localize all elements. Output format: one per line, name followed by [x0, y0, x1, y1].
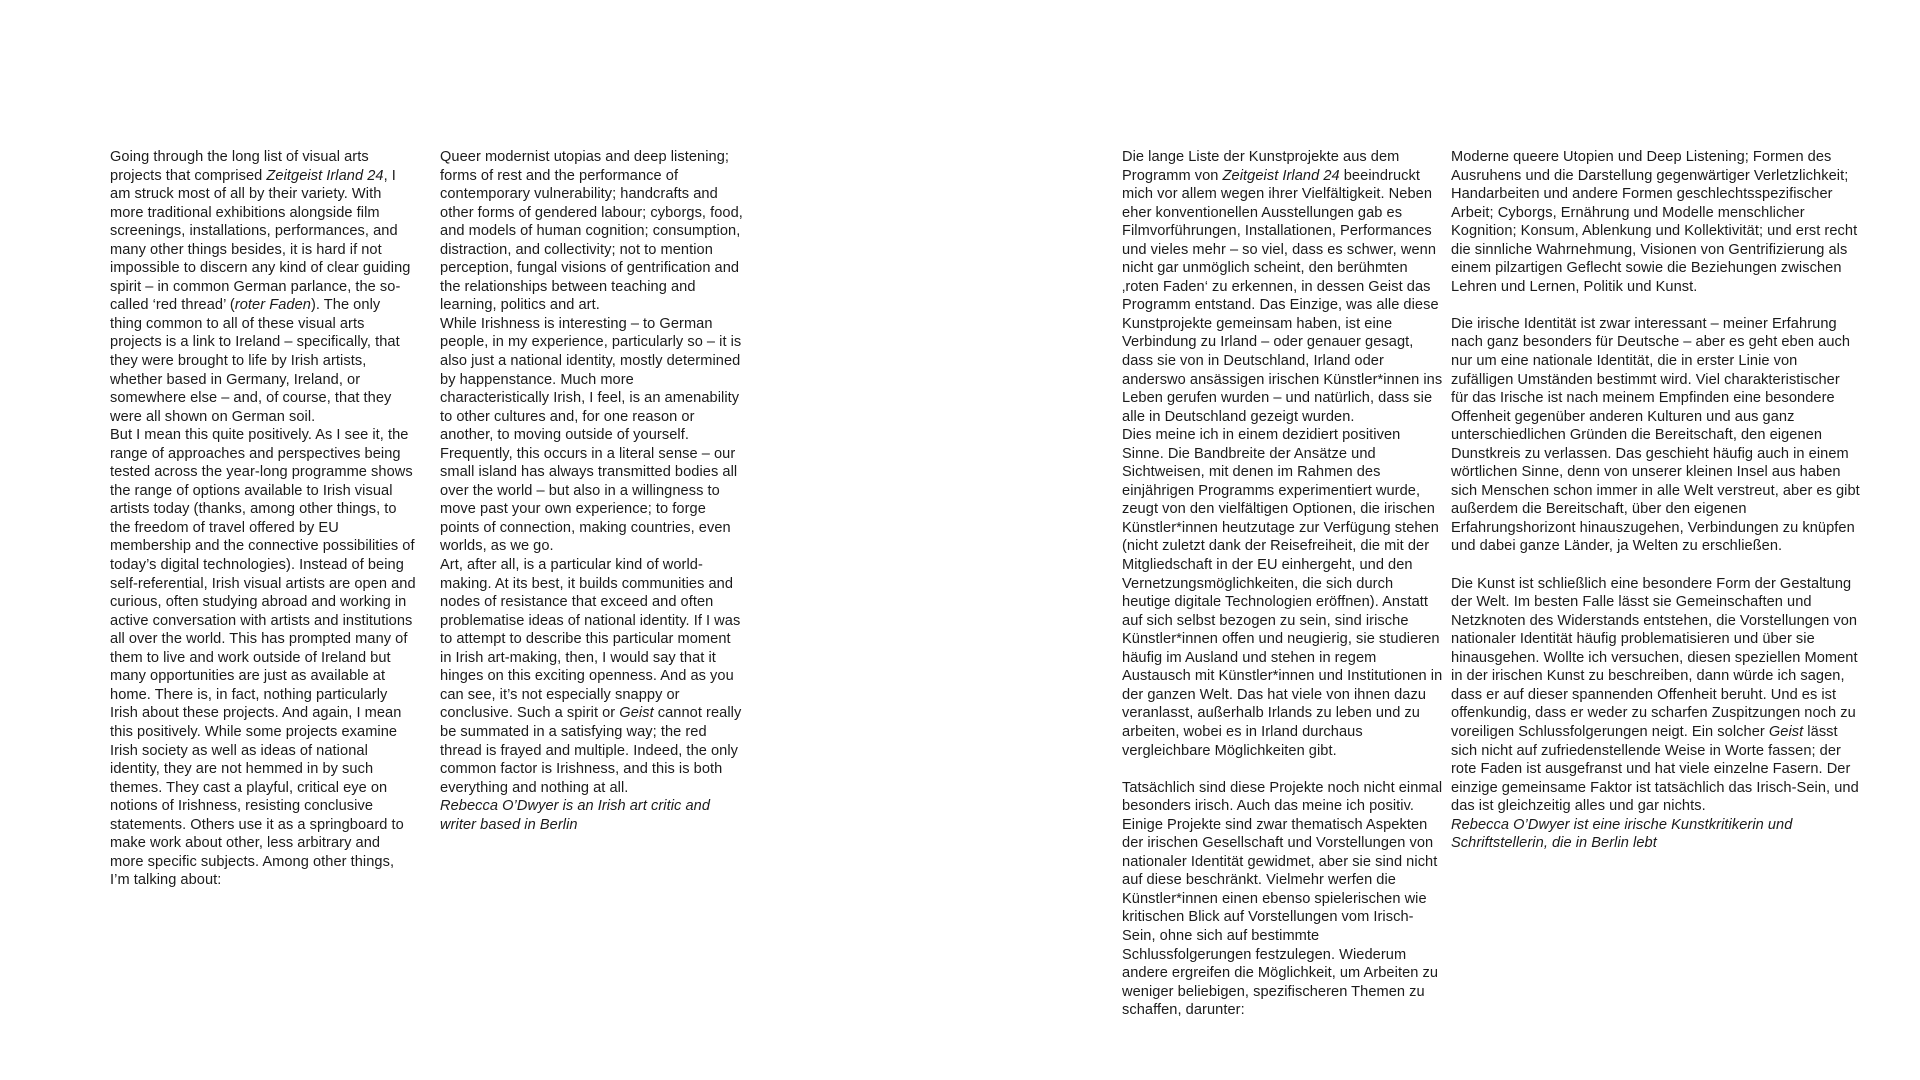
column-english-2 — [440, 148, 746, 834]
column-english-1 — [110, 148, 416, 890]
paragraph: Dies meine ich in einem dezidiert positiven Sinne. Die Bandbreite der Ansätze und Sichtweisen, mit denen im Rahmen des einjährigen Programms experimentiert wurde, zeugt von den vielfältigen Optionen, die irischen Künstler*innen heutzutage zur Verfügung stehen (nicht zuletzt dank der Reisefreiheit, die mit der Mitgliedschaft in der EU einhergeht, und den Vernetzungsmöglichkeiten, die sich durch heutige digitale Technologien eröffnen). Anstatt auf sich selbst bezogen zu sein, sind irische Künstler*innen offen und neugierig, sie studieren häufig im Ausland und stehen in regem Austausch mit Künstler*innen und Institutionen in der ganzen Welt. Das hat viele von ihnen dazu veranlasst, außerhalb Irlands zu leben und zu arbeiten, wobei es in Irland durchaus vergleichbare Möglichkeiten gibt. — [1122, 427, 1443, 759]
author-byline: Rebecca O’Dwyer is an Irish art critic and writer based in Berlin — [440, 798, 711, 833]
column-german-2 — [1451, 148, 1861, 853]
paragraph: Die irische Identität ist zwar interessant – meiner Erfahrung nach ganz besonders für Deutsche – aber es geht eben auch nur um eine nationale Identität, die in erster Linie von zufälligen Umständen bestimmt wird. Viel charakteristischer für das Irische ist nach meinem Empfinden eine besondere Offenheit gegenüber anderen Kulturen und aus ganz unterschiedlichen Gründen die Bereitschaft, den eigenen Dunstkreis zu verlassen. Das geschieht häufig auch in einem wörtlichen Sinne, denn von unserer kleinen Insel aus haben sich Menschen schon immer in alle Welt verstreut, aber es gibt außerdem die Bereitschaft, über den eigenen Erfahrungshorizont hinauszugehen, Verbindungen zu knüpfen und dabei ganze Länder, ja Welten zu erschließen. — [1451, 315, 1860, 555]
author-byline: Rebecca O’Dwyer ist eine irische Kunstkritikerin und Schriftstellerin, die in Berlin lebt — [1451, 816, 1793, 852]
paragraph: Tatsächlich sind diese Projekte noch nicht einmal besonders irisch. Auch das meine ich positiv. Einige Projekte sind zwar thematisch Aspekten der irischen Gesellschaft und Vorstellungen von nationaler Identität gewidmet, aber sie sind nicht auf diese beschränkt. Vielmehr werfen die Künstler*innen einen ebenso spielerischen wie kritischen Blick auf Vorstellungen vom Irisch-Sein, ohne sich auf bestimmte Schlussfolgerungen festzulegen. Wiederum andere ergreifen die Möglichkeit, um Arbeiten zu weniger beliebigen, spezifischeren Themen zu schaffen, darunter: — [1122, 779, 1443, 1019]
paragraph: Queer modernist utopias and deep listening; forms of rest and the performance of contemporary vulnerability; handcrafts and other forms of gendered labour; cyborgs, food, and models of human cognition; consumption, distraction, and collectivity; not to mention perception, fungal visions of gentrification and the relationships between teaching and learning, politics and art. — [440, 149, 743, 314]
paragraph: But I mean this quite positively. As I see it, the range of approaches and perspectives being tested across the year-long programme shows the range of options available to Irish visual artists today (thanks, among other things, to the freedom of travel offered by EU membership and the connective possibilities of today’s digital technologies). Instead of being self-referential, Irish visual artists are open and curious, often studying abroad and working in active conversation with artists and institutions all over the world. This has prompted many of them to live and work outside of Ireland but many opportunities are just as available at home. There is, in fact, nothing particularly Irish about these projects. And again, I mean this positively. While some projects examine Irish society as well as ideas of national identity, they are not hemmed in by such themes. They cast a playful, critical eye on notions of Irishness, resisting conclusive statements. Others use it as a springboard to make work about other, less arbitrary and more specific subjects. Among other things, I’m talking about: — [110, 427, 416, 889]
paragraph: Die lange Liste der Kunstprojekte aus dem Programm von Zeitgeist Irland 24 beeindruckt mich vor allem wegen ihrer Vielfältigkeit. Neben eher konventionellen Ausstellungen gab es Filmvorführungen, Installationen, Performances und vieles mehr – so viel, dass es schwer, wenn nicht gar unmöglich scheint, den berühmten ‚roten Faden‘ zu erkennen, in dessen Geist das Programm entstand. Das Einzige, was alle diese Kunstprojekte gemeinsam haben, ist eine Verbindung zu Irland – oder genauer gesagt, dass sie von in Deutschland, Irland oder anderswo ansässigen irischen Künstler*innen ins Leben gerufen wurden – und natürlich, dass sie alle in Deutschland gezeigt wurden. — [1122, 149, 1443, 425]
paragraph: While Irishness is interesting – to German people, in my experience, particularly so – it is also just a national identity, mostly determined by happenstance. Much more characteristically Irish, I feel, is an amenability to other cultures and, for one reason or another, to moving outside of yourself. Frequently, this occurs in a literal sense – our small island has always transmitted bodies all over the world – but also in a willingness to move past your own experience; to forge points of connection, making countries, even worlds, as we go. — [440, 315, 742, 555]
paragraph: Art, after all, is a particular kind of world-making. At its best, it builds communities and nodes of resistance that exceed and often problematise ideas of national identity. If I was to attempt to describe this particular moment in Irish art-making, then, I would say that it hinges on this exciting openness. And as you can see, it’s not especially snappy or conclusive. Such a spirit or Geist cannot really be summated in a satisfying way; the red thread is frayed and multiple. Indeed, the only common factor is Irishness, and this is both everything and nothing at all. — [440, 557, 742, 796]
text-columns-container — [0, 148, 1920, 1048]
paragraph: Die Kunst ist schließlich eine besondere Form der Gestaltung der Welt. Im besten Falle lässt sie Gemeinschaften und Netzknoten des Widerstands entstehen, die Vorstellungen von nationaler Identität häufig problematisieren und über sie hinausgehen. Wollte ich versuchen, diesen speziellen Moment in der irischen Kunst zu beschreiben, dann würde ich sagen, dass er auf dieser spannenden Offenheit beruht. Und es ist offenkundig, dass er weder zu scharfen Zuspitzungen noch zu voreiligen Schlussfolgerungen neigt. Ein solcher Geist lässt sich nicht auf zufriedenstellende Weise in Worte fassen; der rote Faden ist ausgefranst und hat viele einzelne Fasern. Der einzige gemeinsame Faktor ist tatsächlich das Irisch-Sein, und das ist gleichzeitig alles und gar nichts. — [1451, 575, 1859, 815]
paragraph: Moderne queere Utopien und Deep Listening; Formen des Ausruhens und die Darstellung gegenwärtiger Verletzlichkeit; Handarbeiten und andere Formen geschlechtsspezifischer Arbeit; Cyborgs, Ernährung und Modelle menschlicher Kognition; Konsum, Ablenkung und Kollektivität; und erst recht die sinnliche Wahrnehmung, Visionen von Gentrifizierung als einem pilzartigen Geflecht sowie die Beziehungen zwischen Lehren und Lernen, Politik und Kunst. — [1451, 149, 1858, 295]
column-german-1 — [1122, 148, 1444, 1020]
paragraph: Going through the long list of visual arts projects that comprised Zeitgeist Irland 24, I am struck most of all by their variety. With more traditional exhibitions alongside film screenings, installations, performances, and many other things besides, it is hard if not impossible to discern any kind of clear guiding spirit – in common German parlance, the so-called ‘red thread’ (roter Faden). The only thing common to all of these visual arts projects is a link to Ireland – specifically, that they were brought to life by Irish artists, whether based in Germany, Ireland, or somewhere else – and, of course, that they were all shown on German soil. — [110, 149, 411, 425]
